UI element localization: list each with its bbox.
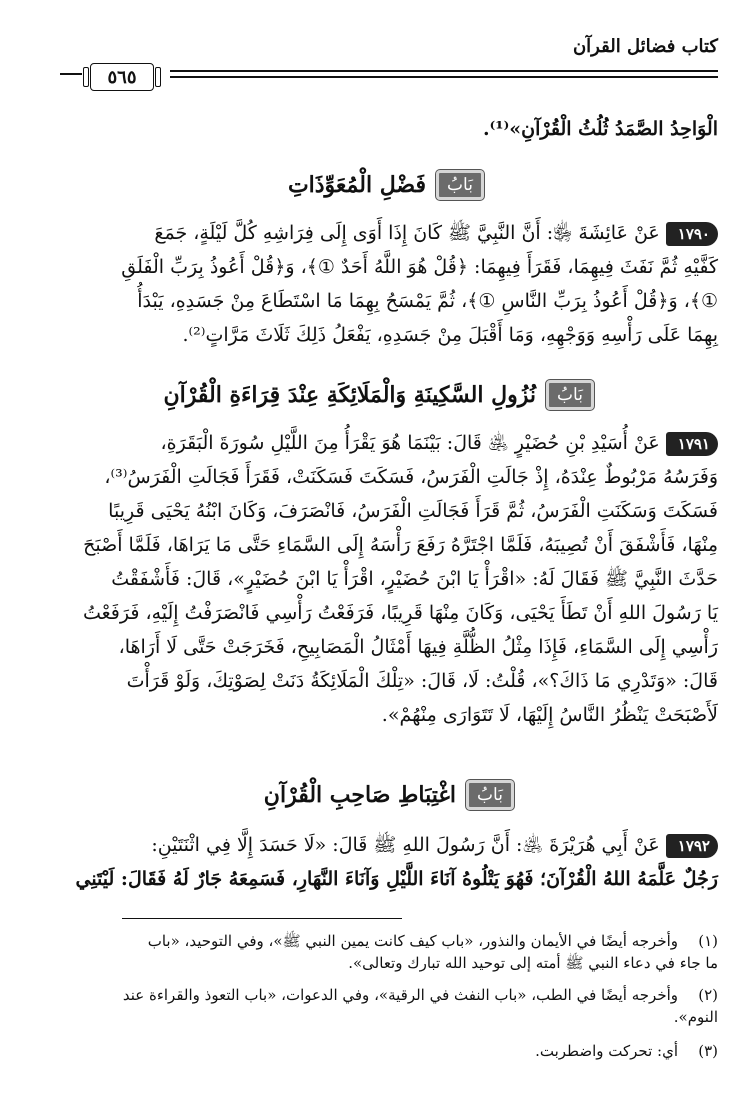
- chapter-heading-2: [164, 380, 595, 410]
- hadith-line: رَأْسِي إِلَى السَّمَاءِ، فَإِذَا مِثْلُ الظُّلَّةِ فِيهَا أَمْثَالُ الْمَصَابِيحِ، فَخَرَجَتْ حَتَّى لَا أَرَاهَا،: [118, 636, 718, 658]
- hadith-text: عَنْ أَبِي هُرَيْرَةَ ﵁: أَنَّ رَسُولَ اللهِ ﷺ قَالَ: «لَا حَسَدَ إِلَّا فِي اثْنَتَيْنِ:: [151, 834, 660, 856]
- hadith-number: ١٧٩١: [666, 432, 718, 456]
- hadith-line: كَفَّيْهِ ثُمَّ نَفَثَ فِيهِمَا، فَقَرَأَ فِيهِمَا: ﴿قُلْ هُوَ اللَّهُ أَحَدٌ ①﴾، وَ﴿قُلْ أَعُوذُ بِرَبِّ الْفَلَقِ: [121, 256, 718, 278]
- footnote-line: النوم».: [673, 1008, 718, 1026]
- header-rule-left: [60, 73, 82, 75]
- chapter-title: نُزُولِ السَّكِينَةِ وَالْمَلَائِكَةِ عِنْدَ قِرَاءَةِ الْقُرْآنِ: [163, 382, 536, 408]
- hadith-text: عَنْ أُسَيْدِ بْنِ حُضَيْرٍ ﵁ قَالَ: بَيْنَمَا هُوَ يَقْرَأُ مِنَ اللَّيْلِ سُورَةَ الْبَقَرَةِ،: [160, 432, 660, 454]
- chapter-heading-1: [288, 170, 484, 200]
- footnote-number: (١): [698, 932, 718, 950]
- intro-line: [34, 112, 718, 146]
- hadith-line: مِنْهَا، فَأَشْفَقَ أَنْ تُصِيبَهُ، فَلَمَّا اجْتَرَّهُ رَفَعَ رَأْسَهُ إِلَى السَّمَاءِ حَتَّى مَا يَرَاهَا، فَلَمَّا أَصْبَحَ: [83, 534, 718, 556]
- page-number: ٥٦٥: [90, 63, 154, 91]
- hadith-line: لَأَصْبَحَتْ يَنْظُرُ النَّاسُ إِلَيْهَا، لَا تَتَوَارَى مِنْهُمْ».: [381, 704, 718, 726]
- bab-label: بَابُ: [546, 380, 594, 410]
- footnote-line: [34, 930, 718, 952]
- footnote-text: وأخرجه أيضًا في الأيمان والنذور، «باب كيف كانت يمين النبي ﷺ»، وفي التوحيد، «باب: [147, 932, 678, 950]
- hadith-line: فَسَكَتَ وَسَكَنَتِ الْفَرَسُ، ثُمَّ قَرَأَ فَجَالَتِ الْفَرَسُ، فَانْصَرَفَ، وَكَانَ ابْنُهُ يَحْيَى قَرِيبًا: [108, 500, 718, 522]
- hadith-text: عَنْ عَائِشَةَ ﵂: أَنَّ النَّبِيَّ ﷺ كَانَ إِذَا أَوَى إِلَى فِرَاشِهِ كُلَّ لَيْلَةٍ، جَمَعَ: [154, 222, 660, 244]
- hadith-number: ١٧٩٠: [666, 222, 718, 246]
- running-title: كتاب فضائل القرآن: [572, 36, 718, 57]
- header-rule-top: [170, 70, 718, 72]
- hadith-line: وَفَرَسُهُ مَرْبُوطٌ عِنْدَهُ، إِذْ جَالَتِ الْفَرَسُ، فَسَكَتَ فَسَكَنَتْ، فَقَرَأَ فَجَالَتِ الْفَرَسُ⁽³⁾،: [104, 466, 718, 488]
- footnote-line: [34, 1040, 718, 1062]
- hadith-1790: [34, 216, 718, 352]
- footnote-number: (٣): [698, 1042, 718, 1060]
- footnote-3: [34, 1040, 718, 1062]
- chapter-title: فَضْلِ الْمُعَوِّذَاتِ: [287, 172, 426, 198]
- footnote-2: [34, 984, 718, 1028]
- footnote-separator: [122, 918, 402, 919]
- hadith-line: [34, 828, 718, 862]
- footnote-text: أي: تحركت واضطربت.: [535, 1042, 678, 1060]
- header-rule-bottom: [170, 76, 718, 78]
- bab-label: بَابُ: [466, 780, 514, 810]
- footnote-line: [34, 984, 718, 1006]
- hadith-line: قَالَ: «وَتَدْرِي مَا ذَاكَ؟»، قُلْتُ: لَا، قَالَ: «تِلْكَ الْمَلَائِكَةُ دَنَتْ لِصَوْتِكَ، وَلَوْ قَرَأْتَ: [126, 670, 718, 692]
- hadith-line: [34, 216, 718, 250]
- hadith-1792: [34, 828, 718, 896]
- footnote-number: (٢): [698, 986, 718, 1004]
- bab-label: بَابُ: [436, 170, 484, 200]
- hadith-line: رَجُلٌ عَلَّمَهُ اللهُ الْقُرْآنَ؛ فَهُوَ يَتْلُوهُ آنَاءَ اللَّيْلِ وَآنَاءَ النَّهَارِ، فَسَمِعَهُ جَارٌ لَهُ فَقَالَ: لَيْتَنِي: [75, 868, 718, 890]
- hadith-1791: [34, 426, 718, 732]
- hadith-line: يَا رَسُولَ اللهِ أَنْ تَطَأَ يَحْيَى، وَكَانَ مِنْهَا قَرِيبًا، فَرَفَعْتُ رَأْسِي فَانْصَرَفْتُ إِلَيْهِ، فَرَفَعْتُ: [82, 602, 718, 624]
- chapter-heading-3: [264, 780, 514, 810]
- hadith-number: ١٧٩٢: [666, 834, 718, 858]
- footnote-line: ما جاء في دعاء النبي ﷺ أمته إلى توحيد الله تبارك وتعالى».: [348, 954, 718, 972]
- chapter-title: اغْتِبَاطِ صَاحِبِ الْقُرْآنِ: [263, 782, 456, 808]
- hadith-line: ①﴾، وَ﴿قُلْ أَعُوذُ بِرَبِّ النَّاسِ ①﴾، ثُمَّ يَمْسَحُ بِهِمَا مَا اسْتَطَاعَ مِنْ جَسَدِهِ، يَبْدَأُ: [137, 290, 718, 312]
- footnote-text: وأخرجه أيضًا في الطب، «باب النفث في الرقية»، وفي الدعوات، «باب التعوذ والقراءة عند: [122, 986, 678, 1004]
- hadith-line: [34, 426, 718, 460]
- intro-text: الْوَاحِدُ الصَّمَدُ ثُلُثُ الْقُرْآنِ»⁽¹⁾.: [483, 118, 718, 140]
- hadith-line: بِهِمَا عَلَى رَأْسِهِ وَوَجْهِهِ، وَمَا أَقْبَلَ مِنْ جَسَدِهِ، يَفْعَلُ ذَلِكَ ثَلَاثَ مَرَّاتٍ⁽²⁾.: [182, 324, 718, 346]
- hadith-line: حَدَّثَ النَّبِيَّ ﷺ فَقَالَ لَهُ: «اقْرَأْ يَا ابْنَ حُضَيْرٍ، اقْرَأْ يَا ابْنَ حُضَيْرٍ»، قَالَ: فَأَشْفَقْتُ: [111, 568, 718, 590]
- footnote-1: [34, 930, 718, 974]
